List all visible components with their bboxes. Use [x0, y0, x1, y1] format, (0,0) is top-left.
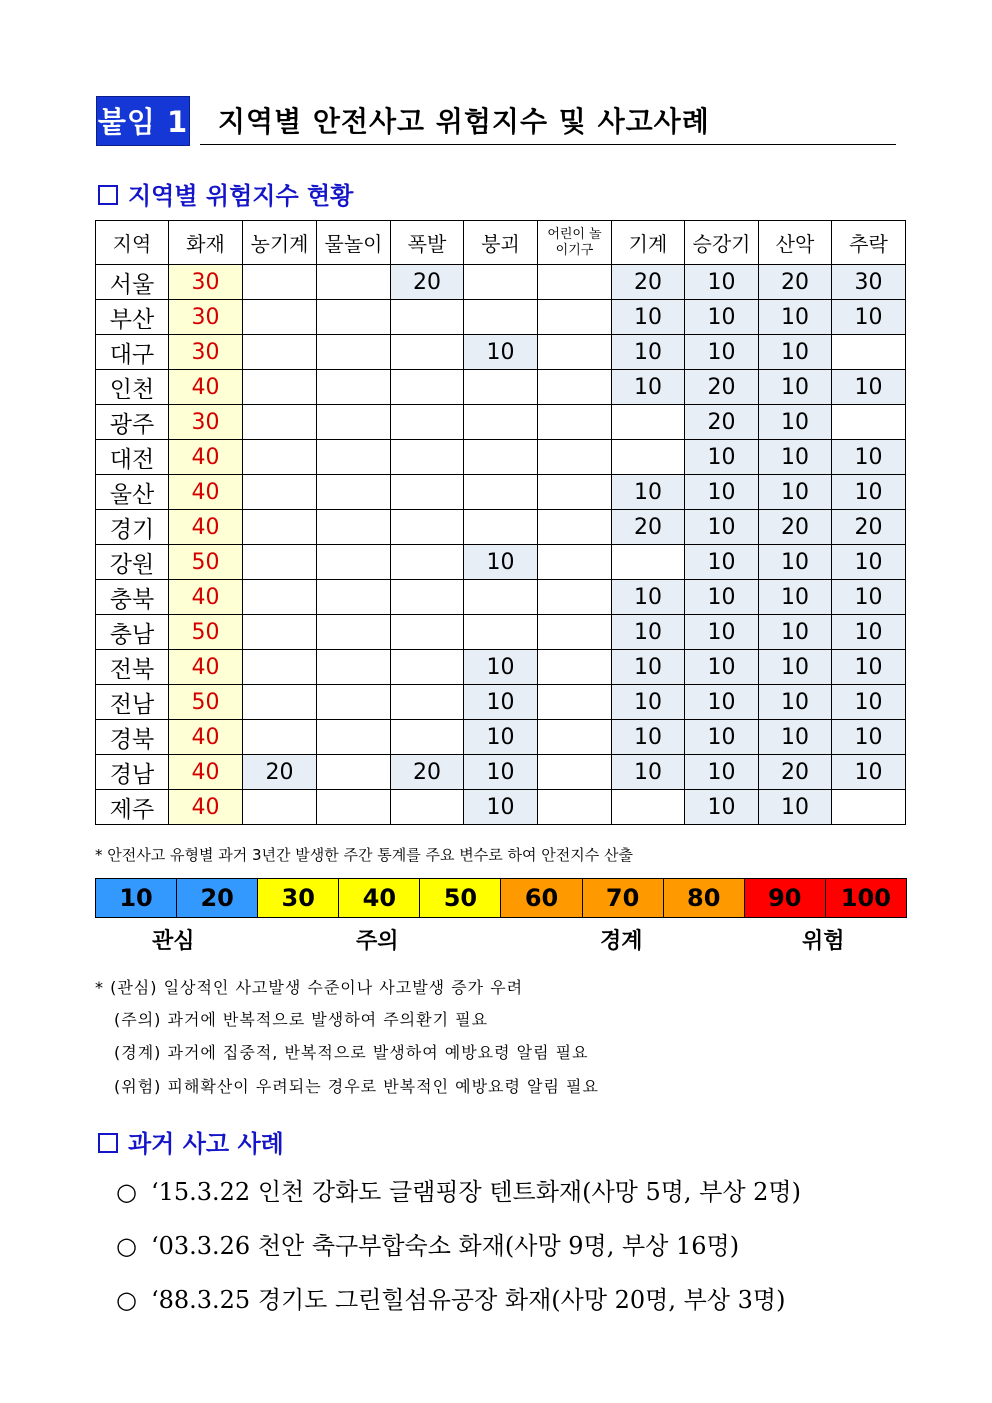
value-cell: 10: [832, 475, 906, 510]
scale-cell: 30: [258, 879, 339, 917]
value-cell: 10: [832, 300, 906, 335]
value-cell: 10: [759, 790, 832, 825]
empty-cell: [391, 580, 464, 615]
value-cell: 10: [464, 650, 538, 685]
value-cell: 20: [832, 510, 906, 545]
empty-cell: [391, 720, 464, 755]
value-cell: 10: [685, 440, 759, 475]
region-cell: 서울: [96, 265, 169, 300]
region-cell: 충남: [96, 615, 169, 650]
scale-cell: 60: [501, 879, 582, 917]
fire-value-cell: 30: [169, 335, 243, 370]
value-cell: 10: [832, 440, 906, 475]
value-cell: 10: [685, 685, 759, 720]
value-cell: 10: [832, 650, 906, 685]
value-cell: 20: [685, 405, 759, 440]
empty-cell: [538, 370, 612, 405]
empty-cell: [243, 615, 317, 650]
empty-cell: [243, 790, 317, 825]
empty-cell: [243, 685, 317, 720]
empty-cell: [243, 720, 317, 755]
region-cell: 전북: [96, 650, 169, 685]
scale-label-danger: 위험: [802, 929, 845, 954]
empty-cell: [243, 405, 317, 440]
empty-cell: [317, 580, 391, 615]
value-cell: 10: [759, 300, 832, 335]
value-cell: 10: [832, 580, 906, 615]
empty-cell: [464, 370, 538, 405]
empty-cell: [612, 790, 685, 825]
value-cell: 10: [685, 755, 759, 790]
table-row: [96, 265, 906, 300]
empty-cell: [464, 405, 538, 440]
title-underline: [200, 144, 896, 145]
region-cell: 대전: [96, 440, 169, 475]
empty-cell: [538, 755, 612, 790]
value-cell: 10: [832, 370, 906, 405]
table-row: [96, 510, 906, 545]
table-row: [96, 685, 906, 720]
table-row: [96, 370, 906, 405]
scale-label-alert: 경계: [600, 929, 643, 954]
column-header: 기계: [612, 221, 685, 265]
scale-cell: 10: [96, 879, 177, 917]
fire-value-cell: 40: [169, 650, 243, 685]
empty-cell: [243, 475, 317, 510]
fire-value-cell: 30: [169, 300, 243, 335]
table-row: [96, 475, 906, 510]
value-cell: 10: [832, 685, 906, 720]
empty-cell: [832, 335, 906, 370]
value-cell: 10: [832, 720, 906, 755]
value-cell: 10: [612, 335, 685, 370]
empty-cell: [317, 335, 391, 370]
empty-cell: [317, 300, 391, 335]
empty-cell: [391, 300, 464, 335]
empty-cell: [317, 475, 391, 510]
empty-cell: [391, 650, 464, 685]
empty-cell: [243, 265, 317, 300]
column-header-line: 어린이 놀이기구: [547, 226, 602, 258]
empty-cell: [243, 545, 317, 580]
value-cell: 10: [464, 790, 538, 825]
empty-cell: [538, 265, 612, 300]
fire-value-cell: 40: [169, 370, 243, 405]
list-item: ○ ‘88.3.25 경기도 그린힐섬유공장 화재(사망 20명, 부상 3명): [116, 1286, 786, 1314]
page-title: 지역별 안전사고 위험지수 및 사고사례: [218, 105, 710, 138]
scale-cell: 70: [583, 879, 664, 917]
empty-cell: [243, 335, 317, 370]
list-item: ○ ‘03.3.26 천안 축구부합숙소 화재(사망 9명, 부상 16명): [116, 1232, 740, 1260]
empty-cell: [464, 440, 538, 475]
value-cell: 20: [612, 265, 685, 300]
value-cell: 10: [685, 720, 759, 755]
value-cell: 10: [759, 370, 832, 405]
column-header: 붕괴: [464, 221, 538, 265]
table-row: [96, 440, 906, 475]
value-cell: 10: [685, 475, 759, 510]
value-cell: 20: [759, 755, 832, 790]
value-cell: 10: [832, 755, 906, 790]
scale-cell: 50: [420, 879, 501, 917]
value-cell: 10: [612, 650, 685, 685]
value-cell: 10: [685, 790, 759, 825]
scale-label-caution: 주의: [356, 929, 399, 954]
circle-bullet-icon: ○: [116, 1286, 137, 1314]
list-item: ○ ‘15.3.22 인천 강화도 글램핑장 텐트화재(사망 5명, 부상 2명): [116, 1178, 801, 1206]
value-cell: 10: [464, 720, 538, 755]
empty-cell: [538, 545, 612, 580]
risk-scale-bar: [95, 878, 907, 918]
table-row: [96, 580, 906, 615]
column-header: 화재: [169, 221, 243, 265]
empty-cell: [391, 405, 464, 440]
empty-cell: [391, 475, 464, 510]
column-header: 폭발: [391, 221, 464, 265]
value-cell: 20: [391, 265, 464, 300]
fire-value-cell: 40: [169, 475, 243, 510]
region-cell: 대구: [96, 335, 169, 370]
empty-cell: [243, 440, 317, 475]
empty-cell: [317, 685, 391, 720]
scale-cell: 40: [339, 879, 420, 917]
table-row: [96, 335, 906, 370]
empty-cell: [243, 370, 317, 405]
value-cell: 10: [685, 300, 759, 335]
empty-cell: [243, 650, 317, 685]
empty-cell: [243, 580, 317, 615]
square-bullet-icon: [98, 185, 118, 205]
empty-cell: [464, 580, 538, 615]
empty-cell: [391, 615, 464, 650]
fire-value-cell: 40: [169, 580, 243, 615]
empty-cell: [243, 510, 317, 545]
column-header: 지역: [96, 221, 169, 265]
table-row: [96, 545, 906, 580]
empty-cell: [317, 720, 391, 755]
square-bullet-icon: [98, 1133, 118, 1153]
empty-cell: [832, 790, 906, 825]
risk-index-table: [95, 220, 906, 825]
circle-bullet-icon: ○: [116, 1178, 137, 1206]
fire-value-cell: 40: [169, 720, 243, 755]
value-cell: 10: [685, 265, 759, 300]
region-cell: 인천: [96, 370, 169, 405]
empty-cell: [612, 545, 685, 580]
region-cell: 강원: [96, 545, 169, 580]
empty-cell: [391, 370, 464, 405]
value-cell: 10: [759, 405, 832, 440]
empty-cell: [538, 335, 612, 370]
empty-cell: [464, 475, 538, 510]
table-header-row: [96, 221, 906, 265]
value-cell: 10: [759, 580, 832, 615]
empty-cell: [538, 685, 612, 720]
scale-label-interest: 관심: [152, 929, 195, 954]
value-cell: 20: [391, 755, 464, 790]
section-title-past-cases: 과거 사고 사례: [98, 1124, 284, 1159]
value-cell: 10: [612, 580, 685, 615]
empty-cell: [464, 510, 538, 545]
value-cell: 10: [612, 370, 685, 405]
value-cell: 20: [759, 265, 832, 300]
empty-cell: [538, 510, 612, 545]
empty-cell: [538, 650, 612, 685]
region-cell: 경남: [96, 755, 169, 790]
column-header: 산악: [759, 221, 832, 265]
empty-cell: [464, 265, 538, 300]
value-cell: 10: [759, 685, 832, 720]
value-cell: 10: [464, 755, 538, 790]
empty-cell: [538, 720, 612, 755]
fire-value-cell: 30: [169, 405, 243, 440]
empty-cell: [317, 405, 391, 440]
value-cell: 10: [832, 545, 906, 580]
empty-cell: [464, 300, 538, 335]
value-cell: 10: [685, 615, 759, 650]
region-cell: 충북: [96, 580, 169, 615]
empty-cell: [538, 790, 612, 825]
legend-danger: (위험) 피해확산이 우려되는 경우로 반복적인 예방요령 알림 필요: [114, 1077, 599, 1096]
column-header: 농기계: [243, 221, 317, 265]
empty-cell: [832, 405, 906, 440]
value-cell: 10: [685, 580, 759, 615]
empty-cell: [464, 615, 538, 650]
table-row: [96, 650, 906, 685]
region-cell: 제주: [96, 790, 169, 825]
value-cell: 20: [685, 370, 759, 405]
value-cell: 10: [612, 685, 685, 720]
legend-caution: (주의) 과거에 반복적으로 발생하여 주의환기 필요: [114, 1010, 489, 1029]
empty-cell: [317, 545, 391, 580]
value-cell: 20: [759, 510, 832, 545]
table-row: [96, 405, 906, 440]
table-row: [96, 615, 906, 650]
legend-interest: * (관심) 일상적인 사고발생 수준이나 사고발생 증가 우려: [95, 978, 524, 997]
fire-value-cell: 50: [169, 615, 243, 650]
fire-value-cell: 40: [169, 755, 243, 790]
value-cell: 10: [612, 720, 685, 755]
column-header: 물놀이: [317, 221, 391, 265]
fire-value-cell: 40: [169, 510, 243, 545]
region-cell: 부산: [96, 300, 169, 335]
table-row: [96, 755, 906, 790]
document-header: [96, 96, 896, 148]
empty-cell: [538, 440, 612, 475]
empty-cell: [391, 790, 464, 825]
value-cell: 10: [832, 615, 906, 650]
region-cell: 전남: [96, 685, 169, 720]
section-title-risk-index: 지역별 위험지수 현황: [98, 176, 353, 211]
empty-cell: [538, 300, 612, 335]
fire-value-cell: 40: [169, 790, 243, 825]
circle-bullet-icon: ○: [116, 1232, 137, 1260]
value-cell: 20: [612, 510, 685, 545]
empty-cell: [317, 370, 391, 405]
empty-cell: [317, 790, 391, 825]
region-cell: 경기: [96, 510, 169, 545]
value-cell: 10: [759, 335, 832, 370]
empty-cell: [317, 650, 391, 685]
empty-cell: [243, 300, 317, 335]
region-cell: 광주: [96, 405, 169, 440]
value-cell: 10: [759, 720, 832, 755]
empty-cell: [317, 755, 391, 790]
column-header: 승강기: [685, 221, 759, 265]
table-row: [96, 720, 906, 755]
empty-cell: [538, 615, 612, 650]
value-cell: 10: [685, 335, 759, 370]
value-cell: 10: [759, 545, 832, 580]
scale-cell: 100: [826, 879, 906, 917]
attachment-badge: 붙임 1: [96, 96, 190, 146]
empty-cell: [538, 405, 612, 440]
empty-cell: [538, 580, 612, 615]
empty-cell: [317, 510, 391, 545]
empty-cell: [391, 510, 464, 545]
empty-cell: [317, 440, 391, 475]
fire-value-cell: 50: [169, 545, 243, 580]
value-cell: 10: [464, 685, 538, 720]
empty-cell: [391, 685, 464, 720]
table-row: [96, 300, 906, 335]
value-cell: 10: [612, 300, 685, 335]
region-cell: 경북: [96, 720, 169, 755]
empty-cell: [391, 440, 464, 475]
column-header: 추락: [832, 221, 906, 265]
value-cell: 10: [612, 615, 685, 650]
value-cell: 10: [464, 335, 538, 370]
empty-cell: [391, 545, 464, 580]
value-cell: 10: [612, 755, 685, 790]
empty-cell: [317, 265, 391, 300]
scale-cell: 20: [177, 879, 258, 917]
empty-cell: [612, 405, 685, 440]
fire-value-cell: 30: [169, 265, 243, 300]
region-cell: 울산: [96, 475, 169, 510]
empty-cell: [538, 475, 612, 510]
scale-cell: 80: [664, 879, 745, 917]
value-cell: 10: [759, 615, 832, 650]
scale-cell: 90: [745, 879, 826, 917]
value-cell: 10: [685, 650, 759, 685]
value-cell: 10: [685, 510, 759, 545]
column-header: [538, 221, 612, 265]
table-row: [96, 790, 906, 825]
value-cell: 20: [243, 755, 317, 790]
legend-alert: (경계) 과거에 집중적, 반복적으로 발생하여 예방요령 알림 필요: [114, 1043, 589, 1062]
table-footnote: * 안전사고 유형별 과거 3년간 발생한 주간 통계를 주요 변수로 하여 안전지수 산출: [95, 846, 633, 864]
value-cell: 10: [759, 440, 832, 475]
value-cell: 10: [685, 545, 759, 580]
value-cell: 10: [759, 475, 832, 510]
fire-value-cell: 50: [169, 685, 243, 720]
empty-cell: [317, 615, 391, 650]
empty-cell: [612, 440, 685, 475]
empty-cell: [391, 335, 464, 370]
value-cell: 10: [612, 475, 685, 510]
fire-value-cell: 40: [169, 440, 243, 475]
value-cell: 10: [464, 545, 538, 580]
value-cell: 10: [759, 650, 832, 685]
value-cell: 30: [832, 265, 906, 300]
